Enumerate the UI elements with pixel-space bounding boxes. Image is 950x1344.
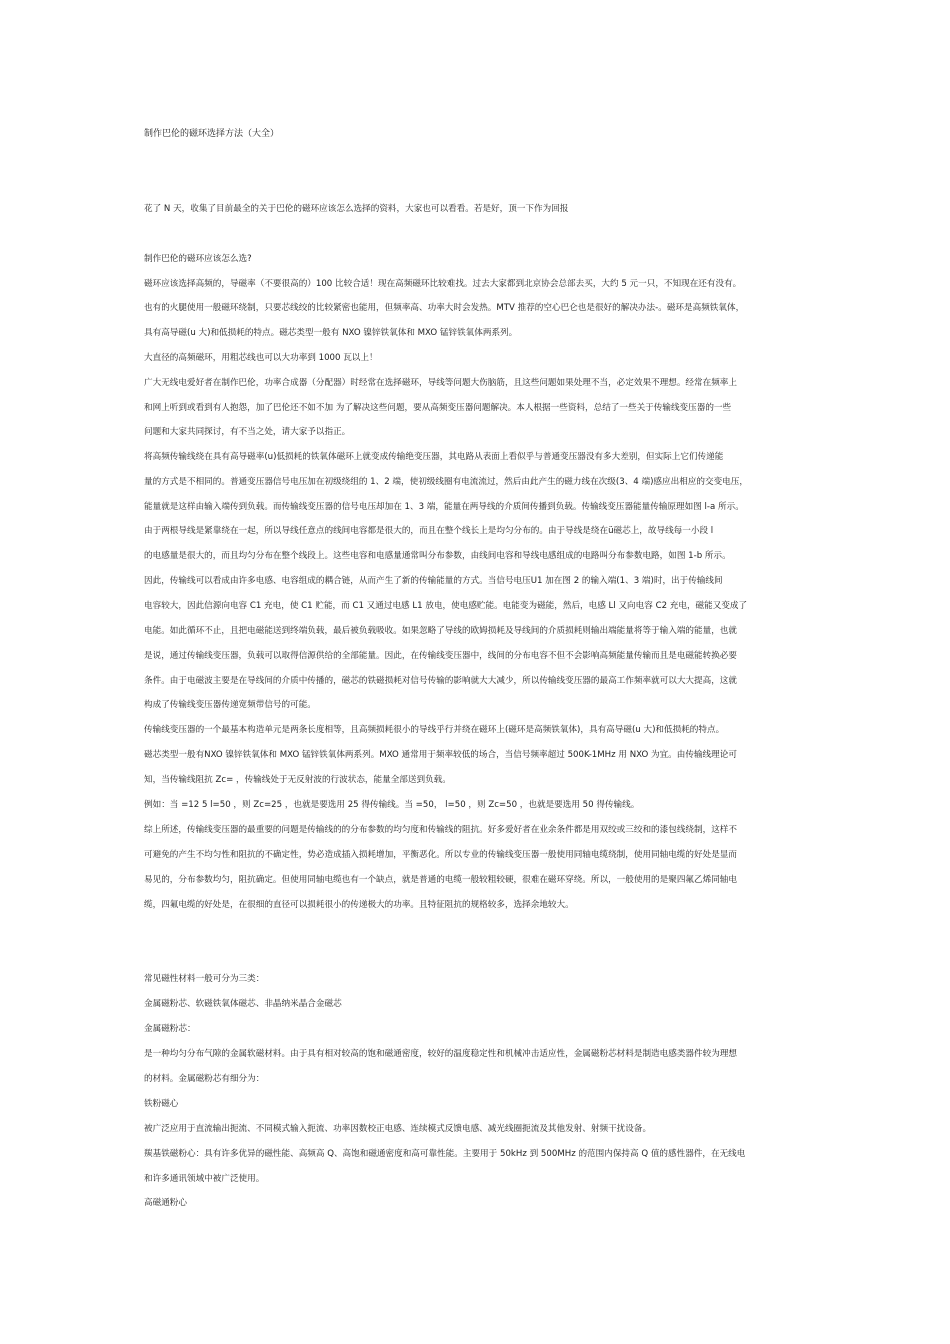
text-line: 知，当传输线阻抗 Zc= ，传输线处于无反射波的行波状态，能量全部送到负载。 bbox=[144, 775, 451, 785]
text-line: 高磁通粉心 bbox=[144, 1198, 187, 1208]
text-line: 条件。由于电磁波主要是在导线间的介质中传播的，磁芯的铁磁损耗对信号传输的影响就大大减少，所以传输线变压器的最高工作频率就可以大大提高，这就 bbox=[144, 676, 737, 686]
text-line: 磁环应该选择高频的，导磁率（不要很高的）100 比较合适！现在高频磁环比较难找。过去大家都到北京协会总部去买，大约 5 元一只，不知现在还有没有。 bbox=[144, 279, 742, 289]
text-line: 电容较大，因此信源向电容 C1 充电，使 C1 贮能，而 C1 又通过电感 L1 放电，使电感贮能。电能变为磁能，然后，电感 Ll 又向电容 C2 充电，磁能又变成了 bbox=[144, 601, 748, 611]
text-line: 广大无线电爱好者在制作巴伦，功率合成器（分配器）时经常在选择磁环，导线等问题大伤脑筋，且这些问题如果处理不当，必定效果不理想。经常在频率上 bbox=[144, 378, 737, 388]
text-line: 可避免的产生不均匀性和阻抗的不确定性，势必造成插入损耗增加，平衡恶化。所以专业的传输线变压器一般使用同轴电缆绕制，使用同轴电缆的好处是显而 bbox=[144, 850, 737, 860]
text-line: 问题和大家共同探讨，有不当之处，请大家予以指正。 bbox=[144, 427, 351, 437]
text-line: 被广泛应用于直流输出扼流、不同模式输入扼流、功率因数校正电感、连续模式反馈电感、减光线圈扼流及其他发射、射频干扰设备。 bbox=[144, 1124, 652, 1134]
document-title: 制作巴伦的磁环选择方法（大全） bbox=[144, 129, 280, 139]
text-line: 例如：当 =12 5 l=50 ，则 Zc=25 ，也就是要选用 25 得传输线。当 =50， l=50 ，则 Zc=50 ，也就是要选用 50 得传输线。 bbox=[144, 800, 640, 810]
text-line: 大直径的高频磁环，用粗芯线也可以大功率到 1000 瓦以上！ bbox=[144, 353, 378, 363]
text-line: 也有的火腿使用一般磁环绕制，只要芯线绞的比较紧密也能用，但频率高、功率大时会发热。MTV 推荐的空心巴仑也是很好的解决办法-。磁环是高频铁氧体， bbox=[144, 303, 745, 313]
text-line: 和网上听到或看到有人抱怨，加了巴伦还不如不加 为了解决这些问题，要从高频变压器问题解决。本人根据一些资料，总结了一些关于传输线变压器的一些 bbox=[144, 403, 732, 413]
text-line: 电能。如此循环不止，且把电磁能送到终端负载，最后被负载吸收。如果忽略了导线的欧姆损耗及导线间的介质损耗则输出端能量将等于输入端的能量，也就 bbox=[144, 626, 737, 636]
text-line: 具有高导磁(u 大)和低损耗的特点。磁芯类型一般有 NXO 镍锌铁氧体和 MXO 锰锌铁氧体两系列。 bbox=[144, 328, 518, 338]
text-line: 是一种均匀分布气隙的金属软磁材料。由于具有相对较高的饱和磁通密度，较好的温度稳定性和机械冲击适应性，金属磁粉芯材料是制造电感类器件较为理想 bbox=[144, 1049, 737, 1059]
intro-text: 花了 N 天，收集了目前最全的关于巴伦的磁环应该怎么选择的资料，大家也可以看看。若是好，顶一下作为回报 bbox=[144, 204, 569, 214]
text-line: 制作巴伦的磁环应该怎么选? bbox=[144, 254, 252, 264]
text-line: 铁粉磁心 bbox=[144, 1099, 179, 1109]
text-line: 金属磁粉芯： bbox=[144, 1024, 196, 1034]
text-line: 金属磁粉芯、软磁铁氧体磁芯、非晶纳米晶合金磁芯 bbox=[144, 999, 342, 1009]
text-line: 缆，四氟电缆的好处是，在很细的直径可以损耗很小的传递极大的功率。且特征阻抗的规格较多，选择余地较大。 bbox=[144, 900, 574, 910]
text-line: 的电感量是很大的，而且均匀分布在整个线段上。这些电容和电感量通常叫分布参数，由线间电容和导线电感组成的电路叫分布参数电路，如图 1-b 所示。 bbox=[144, 551, 731, 561]
text-line: 是说，通过传输线变压器，负载可以取得信源供给的全部能量。因此，在传输线变压器中，线间的分布电容不但不会影响高频能量传输而且是电磁能转换必要 bbox=[144, 651, 737, 661]
text-line: 能量就是这样由输入端传到负载。而传输线变压器的信号电压却加在 1、3 端，能量在两导线的介质间传播到负载。传输线变压器能量传输原理如图 l-a 所示。 bbox=[144, 502, 744, 512]
text-line: 传输线变压器的一个最基本构造单元是两条长度相等，且高频损耗很小的导线乎行并绕在磁环上(磁环是高频铁氧体)，具有高导磁(u 大)和低损耗的特点。 bbox=[144, 725, 725, 735]
text-line: 和许多通讯领域中被广泛使用。 bbox=[144, 1174, 265, 1184]
text-line: 羰基铁磁粉心：具有许多优异的磁性能、高频高 Q、高饱和磁通密度和高可靠性能。主要用于 50kHz 到 500MHz 的范围内保持高 Q 值的感性器件，在无线电 bbox=[144, 1149, 746, 1159]
text-line: 磁芯类型一般有NXO 镍锌铁氧体和 MXO 锰锌铁氧体两系列。MXO 通常用于频率较低的场合，当信号频率超过 500K-1MHz 用 NXO 为宜。由传输线理论可 bbox=[144, 750, 737, 760]
text-line: 因此，传输线可以看成由许多电感、电容组成的耦合链，从而产生了新的传输能量的方式。当信号电压U1 加在图 2 的输入端(1、3 端)时，出于传输线间 bbox=[144, 576, 723, 586]
text-line: 构成了传输线变压器传递宽频带信号的可能。 bbox=[144, 700, 316, 710]
text-line: 将高频传输线绕在具有高导磁率(u)低损耗的铁氧体磁环上就变成传输绝变压器，其电路从表面上看似乎与普通变压器没有多大差别，但实际上它们传递能 bbox=[144, 452, 724, 462]
text-line: 常见磁性材料一般可分为三类： bbox=[144, 974, 265, 984]
text-line: 易见的，分布参数均匀，阻抗确定。但使用同轴电缆也有一个缺点，就是普通的电缆一般较粗较硬，很难在磁环穿绕。所以，一般使用的是聚四氟乙烯同轴电 bbox=[144, 875, 737, 885]
text-line: 的材料。金属磁粉芯有细分为： bbox=[144, 1074, 265, 1084]
text-line: 量的方式是不相同的。普通变压器信号电压加在初级绕组的 1、2 端，使初级线圈有电流流过，然后由此产生的磁力线在次级(3、4 端)感应出相应的交变电压， bbox=[144, 477, 748, 487]
text-line: 综上所述，传输线变压器的最重要的问题是传输线的的分布参数的均匀度和传输线的阻抗。好多爱好者在业余条件都是用双绞或三绞和的漆包线绕制，这样不 bbox=[144, 825, 737, 835]
text-line: 由于两根导线是紧靠绕在一起，所以导线任意点的线间电容都是很大的，而且在整个线长上是均匀分布的。由于导线是绕在ü磁芯上，故导线每一小段 l bbox=[144, 526, 714, 536]
